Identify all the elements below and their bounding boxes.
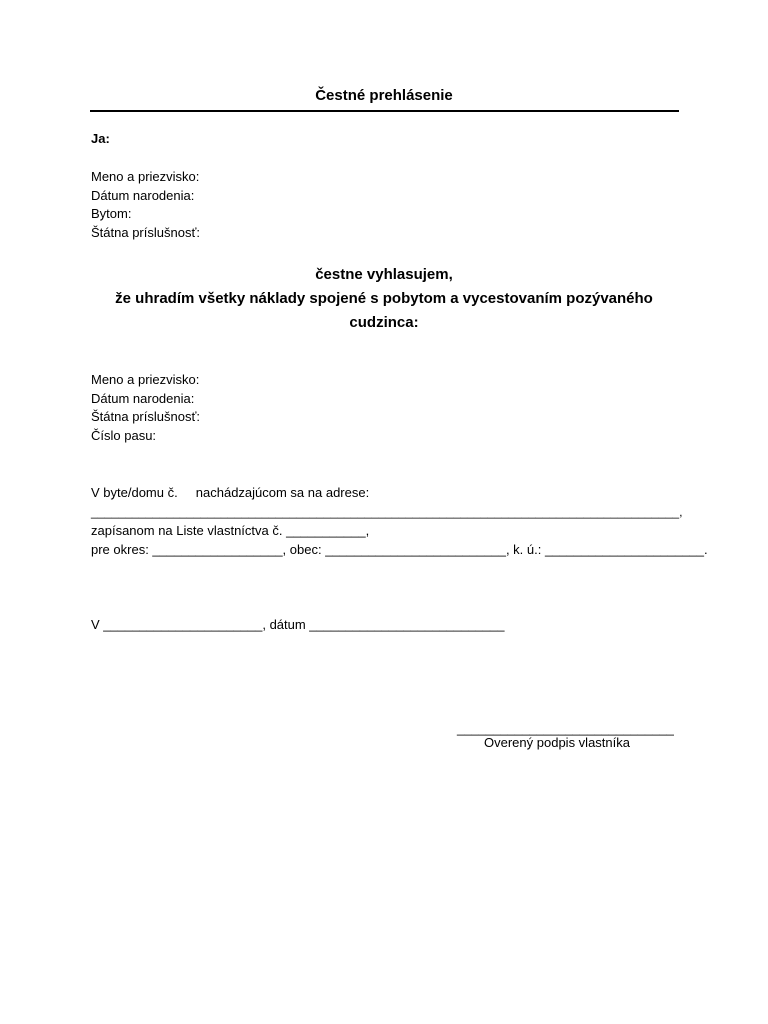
address-line-1: V byte/domu č. nachádzajúcom sa na adrese:	[91, 485, 370, 500]
title-divider	[90, 110, 679, 112]
foreigner-nationality-label: Štátna príslušnosť:	[91, 409, 200, 424]
address-line-2: ______________________________________________________________________________________,	[91, 505, 683, 519]
foreigner-name-label: Meno a priezvisko:	[91, 372, 200, 387]
signature-label: Overený podpis vlastníka	[484, 735, 630, 750]
declaration-line-3: cudzinca:	[349, 314, 419, 331]
address-line-3: zapísanom na Liste vlastníctva č. ___________,	[91, 523, 370, 538]
foreigner-passport-label: Číslo pasu:	[91, 428, 157, 443]
foreigner-birth-date-label: Dátum narodenia:	[91, 391, 195, 406]
declarant-name-label: Meno a priezvisko:	[91, 169, 200, 184]
address-line-4: pre okres: __________________, obec: _________________________, k. ú.: ______________________.	[91, 542, 708, 557]
place-date-line: V ______________________, dátum ___________________________	[91, 617, 505, 632]
declaration-line-2: že uhradím všetky náklady spojené s pobytom a vycestovaním pozývaného	[115, 290, 653, 307]
document-title: Čestné prehlásenie	[315, 87, 453, 104]
declaration-line-1: čestne vyhlasujem,	[315, 266, 453, 283]
declarant-residence-label: Bytom:	[91, 206, 132, 221]
signature-line: ______________________________	[457, 721, 674, 736]
declaration-statement	[90, 263, 678, 335]
ja-label: Ja:	[91, 131, 110, 146]
declarant-nationality-label: Štátna príslušnosť:	[91, 225, 200, 240]
declarant-birth-date-label: Dátum narodenia:	[91, 188, 195, 203]
